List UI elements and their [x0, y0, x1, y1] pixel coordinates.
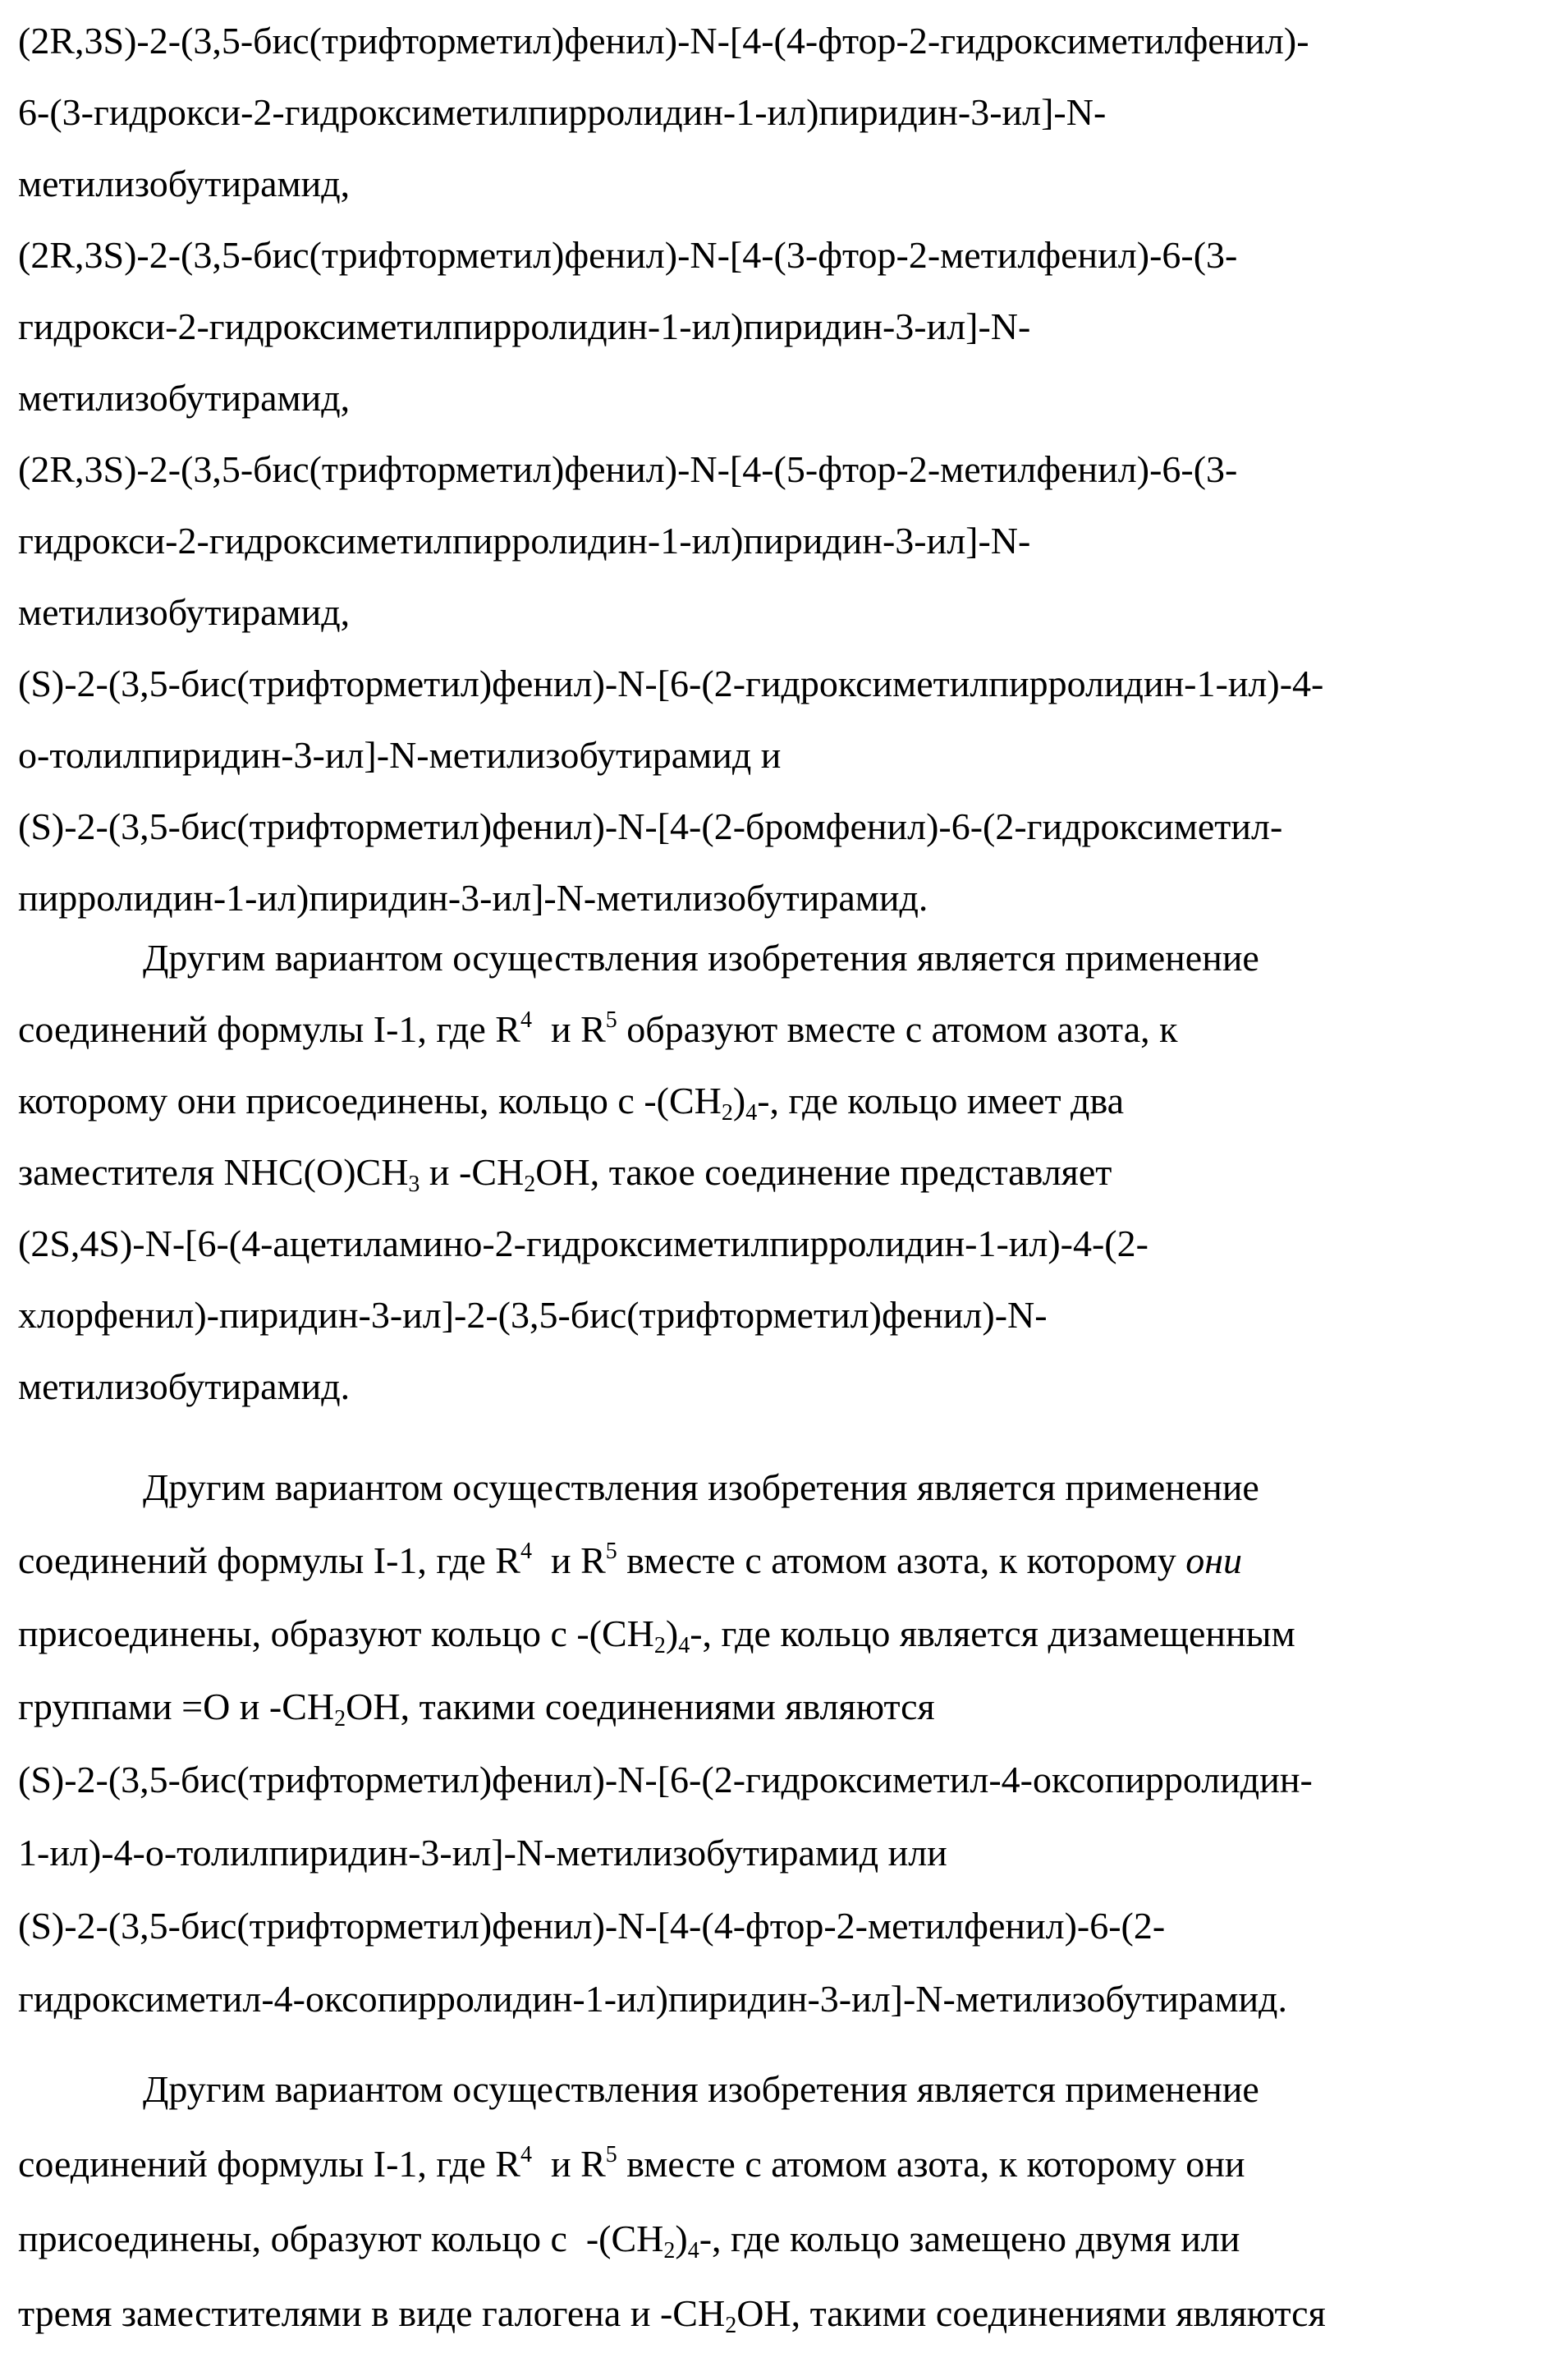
text-line [18, 791, 1560, 862]
text-segment: 2 [654, 1633, 666, 1658]
text-line [18, 433, 1560, 505]
text-segment: OH, такими соединениями являются [346, 1686, 935, 1727]
text-line [18, 219, 1560, 291]
text-segment: 6-(3-гидрокси-2-гидроксиметилпирролидин-1-ил)пиридин-3-ил]-N- [18, 91, 1106, 133]
text-segment: метилизобутирамид, [18, 163, 350, 204]
text-segment: ) [733, 1080, 745, 1121]
text-line [18, 2201, 1560, 2276]
text-segment: образуют вместе с атомом азота, к [617, 1008, 1178, 1050]
text-segment: соединений формулы I-1, где R [18, 2143, 520, 2185]
text-segment: группами =O и -CH [18, 1686, 334, 1727]
text-segment: 5 [606, 2142, 617, 2167]
text-segment: -, где кольцо является дизамещенным [690, 1612, 1295, 1654]
text-line [18, 719, 1560, 791]
text-segment: ) [666, 1612, 678, 1654]
text-segment: OH, такими соединениями являются [736, 2292, 1326, 2334]
text-segment: 4 [688, 2238, 699, 2264]
text-segment: (S)-2-(3,5-бис(трифторметил)фенил)-N-[6-(2-гидроксиметилпирролидин-1-ил)-4- [18, 663, 1323, 704]
text-segment: (S)-2-(3,5-бис(трифторметил)фенил)-N-[6-(2-гидроксиметил-4-оксопирролидин- [18, 1759, 1313, 1800]
text-segment: 4 [520, 2142, 532, 2167]
text-segment: гидрокси-2-гидроксиметилпирролидин-1-ил)пиридин-3-ил]-N- [18, 305, 1030, 347]
text-segment: 4 [745, 1100, 757, 1126]
text-line [18, 1065, 1560, 1136]
text-line [18, 1208, 1560, 1279]
text-segment: они [1185, 1539, 1242, 1581]
text-segment: 4 [678, 1633, 690, 1658]
text-segment: заместителя NHC(O)CH [18, 1151, 408, 1193]
text-segment: (S)-2-(3,5-бис(трифторметил)фенил)-N-[4-(2-бромфенил)-6-(2-гидроксиметил- [18, 805, 1282, 847]
text-segment: метилизобутирамид. [18, 1365, 350, 1407]
text-segment: (2R,3S)-2-(3,5-бис(трифторметил)фенил)-N-[4-(5-фтор-2-метилфенил)-6-(3- [18, 448, 1237, 490]
text-segment: 2 [524, 1172, 535, 1197]
text-line [18, 1136, 1560, 1208]
text-line [18, 5, 1560, 76]
text-segment: и R [532, 2143, 606, 2185]
text-segment: и -CH [420, 1151, 524, 1193]
text-segment: пирролидин-1-ил)пиридин-3-ил]-N-метилизобутирамид. [18, 877, 928, 919]
text-segment: 5 [606, 1007, 617, 1033]
text-segment: (2S,4S)-N-[6-(4-ацетиламино-2-гидроксиметилпирролидин-1-ил)-4-(2- [18, 1222, 1148, 1264]
text-segment: -, где кольцо замещено двумя или [699, 2218, 1240, 2259]
text-segment: 5 [606, 1539, 617, 1564]
text-line [18, 2276, 1560, 2351]
text-line [18, 505, 1560, 576]
text-segment: Другим вариантом осуществления изобретения является применение [143, 937, 1259, 979]
text-segment: 2 [663, 2238, 675, 2264]
text-line [18, 2126, 1560, 2201]
text-line [18, 1743, 1560, 1816]
text-segment: 1-ил)-4-о-толилпиридин-3-ил]-N-метилизобутирамид или [18, 1832, 947, 1874]
compound-list [18, 5, 1560, 933]
text-line [18, 1816, 1560, 1889]
text-line [18, 1962, 1560, 2035]
text-line [18, 362, 1560, 433]
text-line [18, 648, 1560, 719]
text-segment: 2 [334, 1706, 346, 1731]
text-segment: 2 [722, 1100, 733, 1126]
text-segment: вместе с атомом азота, к которому [617, 1539, 1185, 1581]
text-line [18, 1670, 1560, 1743]
text-line [18, 1279, 1560, 1351]
text-line [18, 1597, 1560, 1670]
text-line [18, 993, 1560, 1065]
paragraph-oxo-variant [18, 1451, 1560, 2035]
text-segment: 4 [520, 1007, 532, 1033]
text-segment: -, где кольцо имеет два [757, 1080, 1124, 1121]
text-segment: соединений формулы I-1, где R [18, 1008, 520, 1050]
text-segment: 2 [725, 2313, 736, 2338]
text-line [18, 922, 1560, 993]
text-segment: метилизобутирамид, [18, 377, 350, 419]
text-segment: соединений формулы I-1, где R [18, 1539, 520, 1581]
paragraph-acetylamino-variant [18, 922, 1560, 1422]
text-segment: вместе с атомом азота, к которому они [617, 2143, 1245, 2185]
text-segment: и R [532, 1008, 606, 1050]
text-segment: Другим вариантом осуществления изобретения является применение [143, 1466, 1259, 1508]
text-segment: OH, такое соединение представляет [535, 1151, 1112, 1193]
text-segment: (S)-2-(3,5-бис(трифторметил)фенил)-N-[4-(4-фтор-2-метилфенил)-6-(2- [18, 1905, 1165, 1947]
text-segment: присоединены, образуют кольцо с -(CH [18, 1612, 654, 1654]
text-segment: тремя заместителями в виде галогена и -CH [18, 2292, 725, 2334]
text-segment: 3 [408, 1172, 420, 1197]
text-segment: ) [675, 2218, 687, 2259]
text-segment: 4 [520, 1539, 532, 1564]
text-segment: гидроксиметил-4-оксопирролидин-1-ил)пиридин-3-ил]-N-метилизобутирамид. [18, 1978, 1287, 2020]
text-line [18, 2052, 1560, 2126]
text-segment: (2R,3S)-2-(3,5-бис(трифторметил)фенил)-N-[4-(3-фтор-2-метилфенил)-6-(3- [18, 234, 1237, 276]
text-line [18, 1351, 1560, 1422]
text-line [18, 576, 1560, 648]
text-line [18, 1451, 1560, 1524]
text-segment: которому они присоединены, кольцо с -(CH [18, 1080, 722, 1121]
text-segment: метилизобутирамид, [18, 591, 350, 633]
text-segment: (2R,3S)-2-(3,5-бис(трифторметил)фенил)-N-[4-(4-фтор-2-гидроксиметилфенил)- [18, 20, 1309, 62]
text-line [18, 1889, 1560, 1962]
text-segment: о-толилпиридин-3-ил]-N-метилизобутирамид и [18, 734, 781, 776]
text-line [18, 148, 1560, 219]
paragraph-halogen-variant [18, 2052, 1560, 2351]
text-segment: и R [532, 1539, 606, 1581]
text-segment: гидрокси-2-гидроксиметилпирролидин-1-ил)пиридин-3-ил]-N- [18, 520, 1030, 562]
text-line [18, 76, 1560, 148]
text-line [18, 291, 1560, 362]
text-line [18, 1524, 1560, 1597]
text-segment: присоединены, образуют кольцо с -(CH [18, 2218, 663, 2259]
text-segment: хлорфенил)-пиридин-3-ил]-2-(3,5-бис(трифторметил)фенил)-N- [18, 1294, 1048, 1336]
text-segment: Другим вариантом осуществления изобретения является применение [143, 2068, 1259, 2110]
